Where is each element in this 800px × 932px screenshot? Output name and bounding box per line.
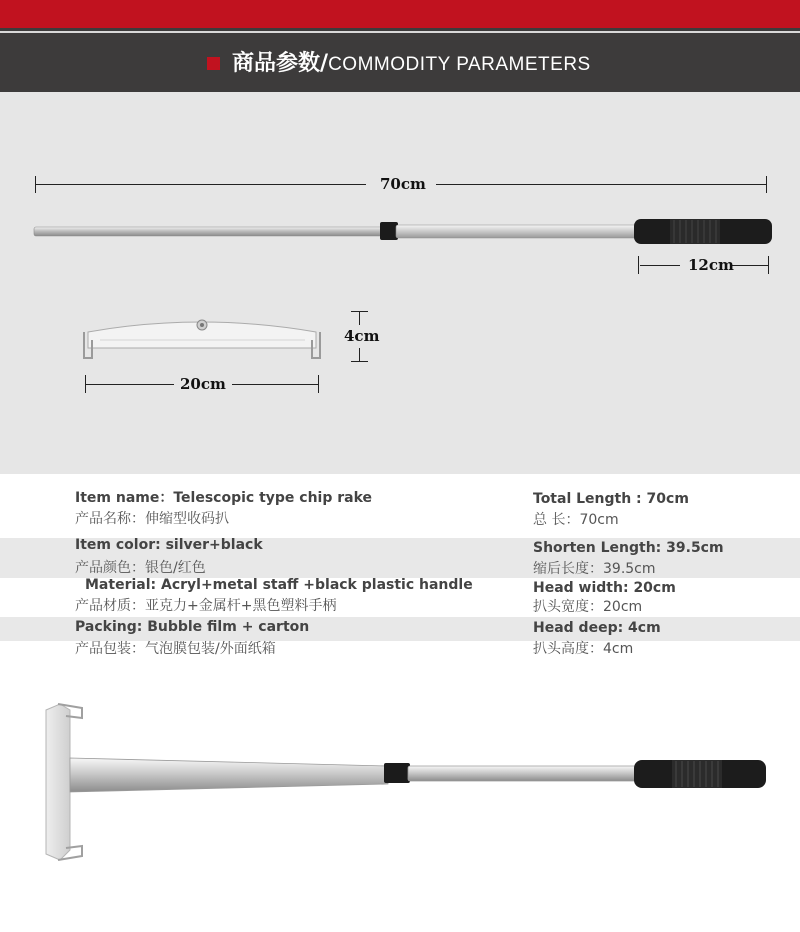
head-height-tick-bottom [351, 361, 368, 362]
item-color-en: Item color: silver+black [75, 537, 263, 553]
head-height-line-top [359, 311, 360, 325]
section-title-slash: / [320, 51, 329, 76]
total-length-line-left [36, 184, 366, 185]
handle-length-label: 12cm [688, 256, 734, 274]
material-cn: 产品材质：亚克力+金属杆+黑色塑料手柄 [75, 598, 337, 614]
product-dimension-panel [0, 92, 800, 474]
total-length-cn: 总 长：70cm [533, 512, 619, 528]
item-color-cn: 产品颜色：银色/红色 [75, 560, 206, 576]
section-title [232, 48, 591, 80]
head-height-line-bottom [359, 348, 360, 361]
head-width-line-left [86, 384, 174, 385]
red-square-icon [207, 57, 220, 70]
packing-cn: 产品包装：气泡膜包装/外面纸箱 [75, 641, 276, 657]
item-name-en: Item name：Telescopic type chip rake [75, 490, 373, 506]
handle-length-tick-right [768, 256, 769, 274]
head-width-label: 20cm [180, 375, 226, 393]
head-width-en: Head width: 20cm [533, 580, 676, 596]
total-length-label: 70cm [380, 175, 426, 193]
total-length-line-right [436, 184, 766, 185]
head-deep-cn: 扒头高度：4cm [533, 641, 634, 657]
section-title-en: COMMODITY PARAMETERS [328, 54, 591, 75]
header-stripe [0, 31, 800, 33]
head-deep-en: Head deep: 4cm [533, 620, 661, 636]
section-header [0, 28, 800, 92]
total-length-tick-right [766, 176, 767, 193]
total-length-en: Total Length : 70cm [533, 491, 689, 507]
section-title-cn: 商品参数 [232, 51, 321, 76]
packing-en: Packing: Bubble film + carton [75, 619, 310, 635]
shorten-length-en: Shorten Length: 39.5cm [533, 540, 724, 556]
total-length-tick-left [35, 176, 36, 193]
top-red-bar [0, 0, 800, 28]
handle-length-line-left [640, 265, 680, 266]
head-width-tick-left [85, 375, 86, 393]
rake-head-image [80, 310, 325, 365]
material-en: Material: Acryl+metal staff +black plastic handle [85, 577, 473, 593]
item-name-cn: 产品名称：伸缩型收码扒 [75, 511, 229, 527]
rake-side-view-image [30, 210, 780, 250]
head-width-tick-right [318, 375, 319, 393]
head-height-label: 4cm [344, 327, 380, 345]
head-width-line-right [232, 384, 318, 385]
handle-length-tick-left [638, 256, 639, 274]
rake-assembled-image [30, 700, 780, 870]
head-width-cn: 扒头宽度：20cm [533, 599, 643, 615]
handle-length-line-right [730, 265, 768, 266]
shorten-length-cn: 缩后长度：39.5cm [533, 561, 656, 577]
